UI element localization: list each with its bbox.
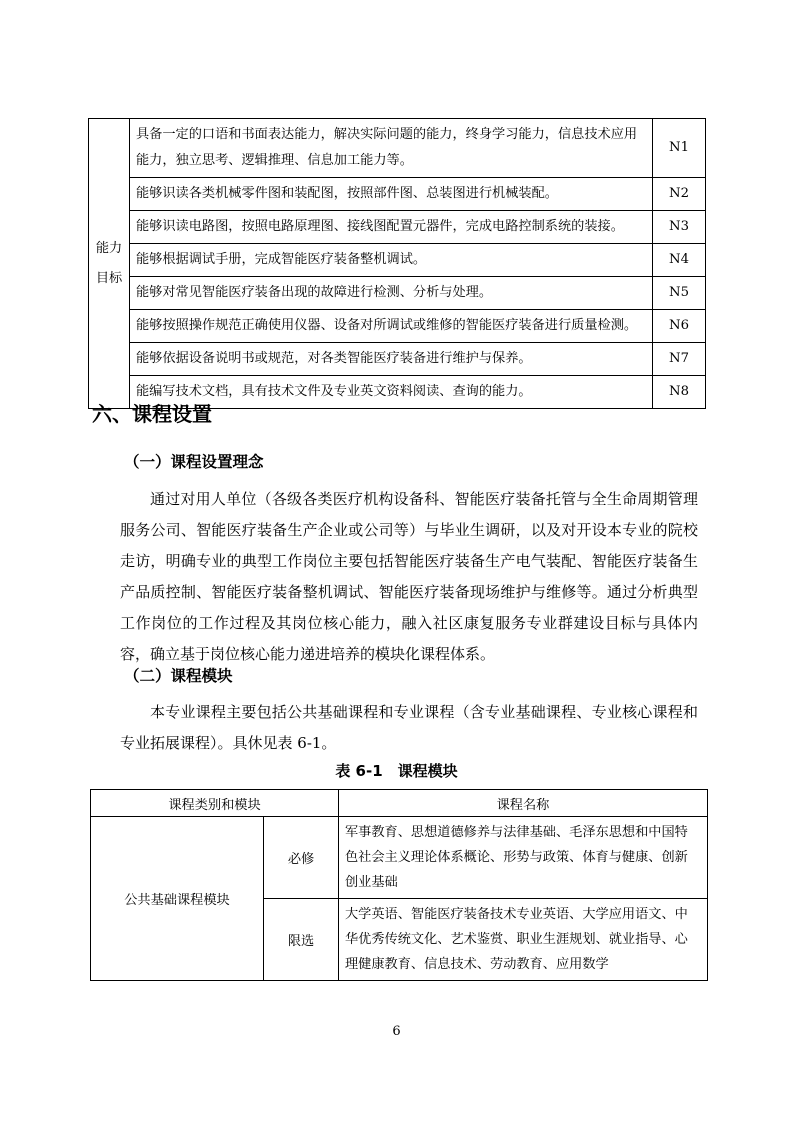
course-list-cell: 大学英语、智能医疗装备技术专业英语、大学应用语文、中华优秀传统文化、艺术鉴赏、职业生涯规划、就业指导、心理健康教育、信息技术、劳动教育、应用数学 [339,899,708,981]
table-row [91,817,708,899]
table-row [89,178,706,211]
ability-code: N2 [653,178,706,211]
module-cell: 公共基础课程模块 [91,817,264,981]
subsection-heading-modules: （二）课程模块 [124,667,233,685]
table-row [89,343,706,376]
table-header-row [91,790,708,817]
course-type-cell: 必修 [264,817,339,899]
ability-text: 能够依据设备说明书或规范，对各类智能医疗装备进行维护与保养。 [130,343,653,376]
ability-objectives-table [88,118,706,409]
concept-paragraph: 通过对用人单位（各级各类医疗机构设备科、智能医疗装备托管与全生命周期管理服务公司、智能医疗装备生产企业或公司等）与毕业生调研，以及对开设本专业的院校走访，明确专业的典型工作岗位主要包括智能医疗装备生产电气装配、智能医疗装备生产品质控制、智能医疗装备整机调试、智能医疗装备现场维护与维修等。通过分析典型工作岗位的工作过程及其岗位核心能力，融入社区康复服务专业群建设目标与具体内容，确立基于岗位核心能力递进培养的模块化课程体系。 [120,490,698,663]
ability-code: N4 [653,244,706,277]
course-type-cell: 限选 [264,899,339,981]
ability-text: 能够识读电路图，按照电路原理图、接线图配置元器件，完成电路控制系统的装接。 [130,211,653,244]
ability-text: 能够根据调试手册，完成智能医疗装备整机调试。 [130,244,653,277]
table-caption: 表 6-1 课程模块 [335,762,458,780]
ability-text: 具备一定的口语和书面表达能力，解决实际问题的能力，终身学习能力，信息技术应用能力，独立思考、逻辑推理、信息加工能力等。 [130,119,653,178]
ability-code: N1 [653,119,706,178]
ability-code: N6 [653,310,706,343]
category-cell [89,119,130,409]
table-row [89,119,706,178]
category-label-line1: 能力 [95,240,123,256]
ability-code: N3 [653,211,706,244]
table-row [89,244,706,277]
course-module-table [90,789,708,981]
modules-paragraph: 本专业课程主要包括公共基础课程和专业课程（含专业基础课程、专业核心课程和专业拓展课程）。具休见表 6-1。 [120,703,698,752]
ability-text: 能够识读各类机械零件图和装配图，按照部件图、总装图进行机械装配。 [130,178,653,211]
ability-code: N5 [653,277,706,310]
header-course-name: 课程名称 [339,790,708,817]
subsection-heading-concept: （一）课程设置理念 [124,453,264,471]
header-category: 课程类别和模块 [91,790,339,817]
ability-code: N8 [653,376,706,409]
ability-text: 能够对常见智能医疗装备出现的故障进行检测、分析与处理。 [130,277,653,310]
ability-text: 能编写技术文档，具有技术文件及专业英文资料阅读、查询的能力。 [130,376,653,409]
table-row [89,277,706,310]
ability-code: N7 [653,343,706,376]
course-list-cell: 军事教育、思想道德修养与法律基础、毛泽东思想和中国特色社会主义理论体系概论、形势与政策、体育与健康、创新创业基础 [339,817,708,899]
table-row [89,211,706,244]
category-label-line2: 目标 [95,270,123,286]
ability-text: 能够按照操作规范正确使用仪器、设备对所调试或维修的智能医疗装备进行质量检测。 [130,310,653,343]
table-row [89,310,706,343]
page-number: 6 [392,1024,401,1039]
section-heading: 六、课程设置 [92,402,212,426]
